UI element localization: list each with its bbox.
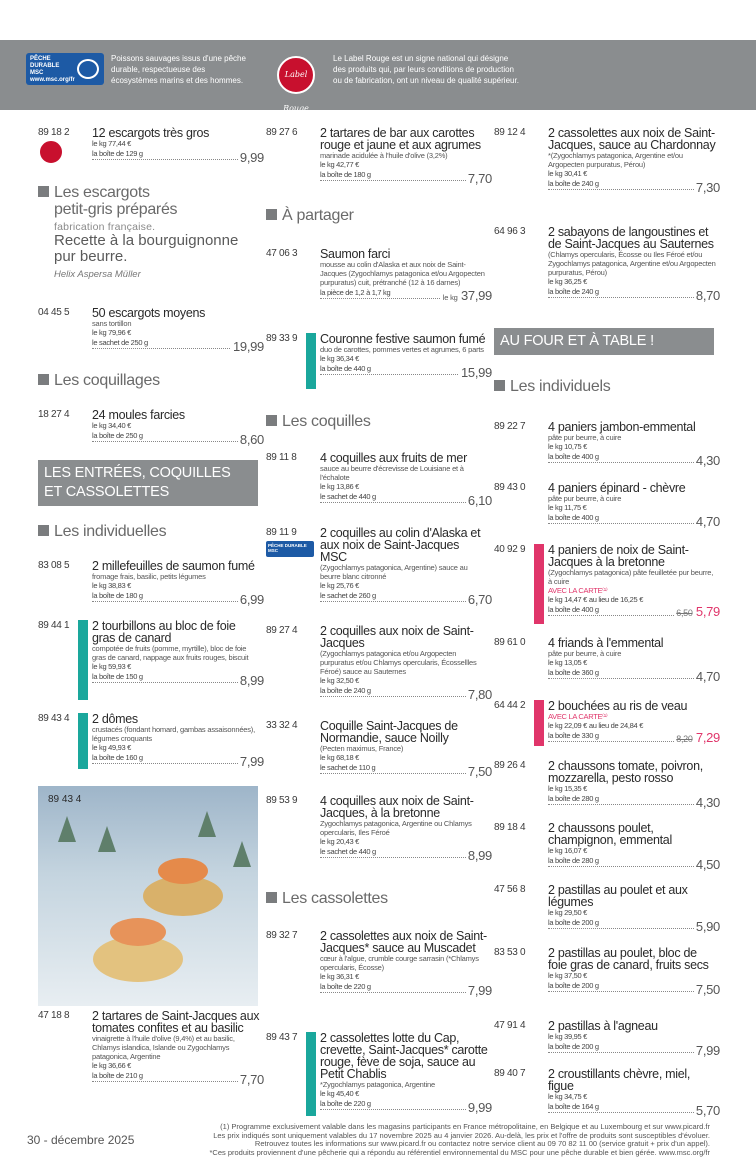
pack-size: le sachet de 260 g	[320, 591, 376, 600]
pack-size: la boîte de 200 g	[548, 918, 599, 927]
product-desc: (Pecten maximus, France)	[320, 744, 404, 753]
top-banner	[0, 40, 756, 113]
footer-note: Retrouvez toutes les informations sur www.picard.fr ou contactez notre service client au 09 70 82 11 00 (service gratuit + prix d'un appel).	[254, 1139, 710, 1149]
pack-size: la boîte de 250 g	[92, 431, 143, 440]
product-info	[548, 759, 720, 810]
pack-size: la boîte de 200 g	[548, 981, 599, 990]
product-desc: crustacés (fondant homard, gambas assaisonnées), légumes croquants	[92, 725, 255, 743]
pack-row	[548, 451, 720, 468]
old-price: 6,50	[676, 608, 693, 618]
product-desc: Zygochlamys patagonica, Argentine ou Chlamys opercularis, Iles Féroé	[320, 819, 472, 837]
product-desc: vinaigrette à l'huile d'olive (9,4%) et au basilic, Chlamys islandica, Islande ou Zygochlamys patagonica, Argentine	[92, 1034, 235, 1061]
price: 7,30	[695, 180, 720, 195]
heading-text: Les coquilles	[282, 413, 371, 430]
promo-recipe-line1: Recette à la bourguignonne	[54, 232, 239, 249]
price: 7,99	[467, 983, 492, 998]
product-code: 89 43 7	[266, 1032, 298, 1043]
pack-size: la boîte de 164 g	[548, 1102, 599, 1111]
footer-note: Les prix indiqués sont uniquement valables du 17 novembre 2025 au 4 janvier 2026. Au-delà, les prix et l'offre de produits sont susceptibles d'évoluer.	[213, 1130, 710, 1140]
price-per-kg: le kg 36,25 €	[548, 277, 588, 286]
page-number: 30 - décembre 2025	[27, 1133, 135, 1147]
product-photo-domes	[38, 786, 258, 1006]
pink-promo-marker	[534, 544, 544, 624]
product-info	[548, 1019, 720, 1058]
pack-size: la boîte de 280 g	[548, 856, 599, 865]
product-name: 2 cassolettes aux noix de Saint-Jacques* sauce au Muscadet	[320, 929, 487, 955]
heading-text: Les individuelles	[54, 523, 167, 540]
product-code: 64 96 3	[494, 226, 526, 237]
product-code: 89 53 9	[266, 795, 298, 806]
product-name: Saumon farci	[320, 247, 391, 261]
price-per-kg: le kg 13,86 €	[320, 482, 360, 491]
price-per-kg: le kg 15,35 €	[548, 784, 588, 793]
price: 5,70	[695, 1103, 720, 1118]
square-bullet-icon	[38, 186, 49, 197]
product-name: 2 pastillas à l'agneau	[548, 1019, 658, 1033]
product-info	[320, 929, 492, 998]
product-code: 89 27 6	[266, 127, 298, 138]
product-code: 64 44 2	[494, 700, 526, 711]
product-info	[320, 247, 492, 303]
price-per-kg: le kg 68,18 €	[320, 753, 360, 762]
pack-row	[548, 980, 720, 997]
heading-individuelles	[38, 523, 166, 541]
pack-size: la boîte de 180 g	[92, 591, 143, 600]
product-info	[320, 794, 492, 863]
price-per-kg: le kg 20,43 €	[320, 837, 360, 846]
product-name: 2 millefeuilles de saumon fumé	[92, 559, 255, 573]
pack-size: la boîte de 220 g	[320, 982, 371, 991]
product-code: 40 92 9	[494, 544, 526, 555]
price-per-kg: le kg 59,93 €	[92, 662, 132, 671]
section-entrees-coquilles-cassolettes: LES ENTRÉES, COQUILLES ET CASSOLETTES	[38, 460, 258, 506]
footer-note: (1) Programme exclusivement valable dans les magasins participants en France métropolitaine, en Belgique et au Luxembourg et sur www.picard.fr	[220, 1122, 710, 1131]
price: 15,99	[460, 365, 492, 380]
pack-size: la boîte de 220 g	[320, 1099, 371, 1108]
product-name: 2 tartares de Saint-Jacques aux tomates confites et au basilic	[92, 1009, 260, 1035]
pack-size: la boîte de 210 g	[92, 1071, 143, 1080]
product-code: 89 18 2	[38, 127, 70, 138]
product-desc: *(Zygochlamys patagonica, Argentine et/ou Argopecten purpuratus, Pérou)	[548, 151, 683, 169]
product-name: 2 dômes	[92, 712, 138, 726]
pack-size: la boîte de 129 g	[92, 149, 143, 158]
pack-row	[548, 286, 720, 303]
product-info	[548, 126, 720, 195]
product-code: 47 06 3	[266, 248, 298, 259]
price-per-kg: le kg 25,76 €	[320, 581, 360, 590]
product-info	[92, 408, 264, 447]
product-info	[92, 126, 264, 165]
product-info	[548, 225, 720, 303]
pack-row	[92, 671, 264, 688]
price: 8,99	[467, 848, 492, 863]
product-info	[320, 126, 492, 186]
pack-size: la boîte de 240 g	[548, 179, 599, 188]
price-per-kg: le kg 36,34 €	[320, 354, 360, 363]
msc-fish-icon	[77, 59, 99, 79]
square-bullet-icon	[266, 415, 277, 426]
pack-row	[92, 752, 264, 769]
product-desc: pâte pur beurre, à cuire	[548, 494, 622, 503]
price: 4,50	[695, 857, 720, 872]
heading-cassolettes	[266, 890, 388, 908]
product-name: 4 friands à l'emmental	[548, 636, 664, 650]
price-per-kg: le kg 16,07 €	[548, 846, 588, 855]
product-info	[548, 821, 720, 872]
pack-row	[548, 730, 720, 745]
dome-topping-image	[158, 858, 208, 884]
promo-recipe-line2: pur beurre.	[54, 248, 128, 265]
price: 7,99	[239, 754, 264, 769]
pack-row	[320, 363, 492, 380]
price-per-kg: le kg 38,83 €	[92, 581, 132, 590]
price: 4,70	[695, 669, 720, 684]
price	[674, 732, 720, 745]
product-info	[548, 481, 720, 529]
product-name: 4 coquilles aux noix de Saint-Jacques, à la bretonne	[320, 794, 474, 820]
product-code: 89 43 0	[494, 482, 526, 493]
pack-size: la boîte de 360 g	[548, 668, 599, 677]
product-name: 4 paniers de noix de Saint-Jacques à la bretonne	[548, 543, 689, 569]
price-per-kg: le kg 32,50 €	[320, 676, 360, 685]
pack-row	[548, 793, 720, 810]
price: 7,99	[695, 1043, 720, 1058]
teal-new-marker	[306, 333, 316, 389]
price-per-kg: le kg 45,40 €	[320, 1089, 360, 1098]
teal-new-marker	[78, 713, 88, 769]
product-code: 04 45 5	[38, 307, 70, 318]
product-code: 89 27 4	[266, 625, 298, 636]
product-code: 89 40 7	[494, 1068, 526, 1079]
pack-size: la boîte de 150 g	[92, 672, 143, 681]
pack-size: la boîte de 240 g	[320, 686, 371, 695]
tree-icon	[233, 841, 251, 867]
price: 7,70	[239, 1072, 264, 1087]
product-code: 47 56 8	[494, 884, 526, 895]
msc-logo-text: PÊCHE DURABLE MSC www.msc.org/fr	[30, 56, 75, 83]
teal-new-marker	[78, 620, 88, 700]
promo-price: 5,79	[695, 604, 720, 619]
pack-row	[320, 491, 492, 508]
product-info	[320, 624, 492, 702]
product-desc: sans tortillon	[92, 319, 132, 328]
product-code: 89 22 7	[494, 421, 526, 432]
teal-new-marker	[306, 1032, 316, 1116]
price-per-kg: le kg 30,41 €	[548, 169, 588, 178]
product-code: 89 32 7	[266, 930, 298, 941]
product-name: 24 moules farcies	[92, 408, 185, 422]
pack-size: le sachet de 440 g	[320, 847, 376, 856]
product-desc: marinade acidulée à l'huile d'olive (3,2%)	[320, 151, 448, 160]
pack-row	[92, 590, 264, 607]
product-name: 2 coquilles au colin d'Alaska et aux noix de Saint-Jacques MSC	[320, 526, 481, 564]
pack-row	[548, 178, 720, 195]
price: 8,70	[695, 288, 720, 303]
product-name: Coquille Saint-Jacques de Normandie, sauce Noilly	[320, 719, 458, 745]
product-info	[548, 636, 720, 684]
heading-text: À partager	[282, 207, 354, 224]
tree-icon	[98, 826, 116, 852]
product-desc: fromage frais, basilic, petits légumes	[92, 572, 206, 581]
section-au-four-et-a-table: AU FOUR ET À TABLE !	[494, 328, 714, 355]
product-name: 12 escargots très gros	[92, 126, 210, 140]
product-desc: compotée de fruits (pomme, myrtille), bloc de foie gras de canard, nappage aux fruits rouges, biscuit	[92, 644, 249, 662]
price-per-kg: le kg 37,50 €	[548, 971, 588, 980]
pack-size: la boîte de 400 g	[548, 513, 599, 522]
pack-row	[320, 981, 492, 998]
heading-text: Les cassolettes	[282, 890, 388, 907]
product-info	[548, 699, 720, 745]
product-info	[320, 526, 492, 607]
msc-logo	[26, 53, 104, 85]
product-name: 2 croustillants chèvre, miel, figue	[548, 1067, 691, 1093]
promo-title	[38, 184, 258, 201]
product-code: 89 43 4	[38, 713, 70, 724]
price-per-kg: le kg 77,44 €	[92, 139, 132, 148]
photo-product-code: 89 43 4	[48, 794, 82, 805]
promo-title-line1: Les escargots	[54, 184, 150, 201]
heading-individuels	[494, 378, 610, 396]
product-code: 47 91 4	[494, 1020, 526, 1031]
product-desc: pâte pur beurre, à cuire	[548, 649, 622, 658]
product-name: 4 paniers épinard - chèvre	[548, 481, 686, 495]
price: 7,70	[467, 171, 492, 186]
product-info	[320, 332, 492, 380]
product-desc: (Zygochlamys patagonica, Argentine) sauce au beurre blanc citronné	[320, 563, 468, 581]
pack-row	[92, 430, 264, 447]
pack-size: le sachet de 440 g	[320, 492, 376, 501]
product-name: 2 coquilles aux noix de Saint-Jacques	[320, 624, 474, 650]
pack-row	[548, 917, 720, 934]
product-name: 2 tourbillons au bloc de foie gras de canard	[92, 619, 236, 645]
price: 19,99	[232, 339, 264, 354]
pink-promo-marker	[534, 700, 544, 746]
heading-coquillages	[38, 372, 160, 390]
pack-row	[320, 287, 492, 303]
square-bullet-icon	[266, 892, 277, 903]
heading-coquilles	[266, 413, 371, 431]
product-info	[92, 306, 264, 354]
product-desc: (Zygochlamys patagonica et/ou Argopecten purpuratus et/ou Chlamys opercularis, Écossellles Féroé) sauce au Sauternes	[320, 649, 477, 676]
pack-row	[320, 846, 492, 863]
product-code: 89 61 0	[494, 637, 526, 648]
product-code: 89 26 4	[494, 760, 526, 771]
product-name: 2 cassolettes aux noix de Saint-Jacques, sauce au Chardonnay	[548, 126, 716, 152]
price-per-kg: le kg 34,40 €	[92, 421, 132, 430]
product-name: 50 escargots moyens	[92, 306, 206, 320]
product-info	[320, 451, 492, 508]
pack-size: la boîte de 400 g	[548, 452, 599, 461]
product-code: 89 44 1	[38, 620, 70, 631]
product-name: 4 coquilles aux fruits de mer	[320, 451, 467, 465]
product-info	[320, 719, 492, 779]
escargot-promo	[38, 184, 258, 280]
product-name: 2 pastillas au poulet, bloc de foie gras de canard, fruits secs	[548, 946, 709, 972]
price-per-kg: le kg 49,93 €	[92, 743, 132, 752]
heading-text: Les coquillages	[54, 372, 160, 389]
card-offer-label: AVEC LA CARTE⁽¹⁾	[548, 586, 608, 595]
product-info	[92, 619, 264, 688]
label-rouge-description: Le Label Rouge est un signe national qui désigne des produits qui, par leurs conditions de production ou de fabrication, ont un niveau de qualité supérieur.	[333, 54, 519, 85]
product-code: 89 11 9	[266, 527, 297, 538]
product-desc: sauce au beurre d'écrevisse de Louisiane et à l'échalote	[320, 464, 464, 482]
pack-row	[92, 1070, 264, 1087]
price: 4,30	[695, 795, 720, 810]
msc-description: Poissons sauvages issus d'une pêche durable, respectueuse des écosystèmes marins et des hommes.	[111, 54, 246, 85]
pack-row	[320, 762, 492, 779]
price: 7,50	[695, 982, 720, 997]
price-per-kg: le kg 22,09 € au lieu de 24,84 €	[548, 721, 644, 730]
product-name: 4 paniers jambon-emmental	[548, 420, 696, 434]
pack-row	[320, 590, 492, 607]
product-desc: pâte pur beurre, à cuire	[548, 433, 622, 442]
product-desc: duo de carottes, pommes vertes et agrumes, 6 parts	[320, 345, 484, 354]
tree-icon	[198, 811, 216, 837]
product-desc: *Zygochlamys patagonica, Argentine	[320, 1080, 435, 1089]
pack-size: le sachet de 250 g	[92, 338, 148, 347]
product-desc: mousse au colin d'Alaska et aux noix de Saint-Jacques (Zygochlamys patagonica et/ou Argopecten purpuratus) cuit, prétranché (12 à 16 darnes)	[320, 260, 485, 287]
product-name: 2 pastillas au poulet et aux légumes	[548, 883, 688, 909]
pack-size: la boîte de 440 g	[320, 364, 371, 373]
pack-size: la boîte de 280 g	[548, 794, 599, 803]
square-bullet-icon	[266, 209, 277, 220]
price: 6,70	[467, 592, 492, 607]
price-per-kg: le kg 13,05 €	[548, 658, 588, 667]
heading-a-partager	[266, 207, 354, 225]
price-per-kg: le kg 42,77 €	[320, 160, 360, 169]
price: 4,30	[695, 453, 720, 468]
pack-row	[548, 667, 720, 684]
product-code: 83 08 5	[38, 560, 70, 571]
product-code: 89 33 9	[266, 333, 298, 344]
price: 7,80	[467, 687, 492, 702]
price-value: 37,99	[460, 288, 492, 303]
pack-row	[548, 855, 720, 872]
square-bullet-icon	[38, 525, 49, 536]
promo-latin-name: Helix Aspersa Müller	[54, 269, 141, 280]
pack-size: la boîte de 400 g	[548, 605, 599, 614]
product-info	[548, 543, 720, 619]
product-info	[92, 712, 264, 769]
pack-row	[548, 1041, 720, 1058]
product-name: 2 bouchées au ris de veau	[548, 699, 688, 713]
product-info	[320, 1031, 492, 1115]
price: 8,60	[239, 432, 264, 447]
dome-topping-image	[110, 918, 166, 946]
product-code: 47 18 8	[38, 1010, 70, 1021]
promo-fabrication: fabrication française.	[54, 221, 156, 233]
promo-price: 7,29	[695, 730, 720, 745]
price	[674, 606, 720, 619]
heading-text: Les individuels	[510, 378, 611, 395]
pack-row	[548, 1101, 720, 1118]
product-code: 89 12 4	[494, 127, 526, 138]
price-per-kg: le kg 11,75 €	[548, 503, 587, 512]
price: 4,70	[695, 514, 720, 529]
price: 5,90	[695, 919, 720, 934]
product-desc: (Chlamys opercularis, Écosse ou Iles Féroé et/ou Zygochlamys patagonica, Argentine et/ou Argopecten purpuratus, Pérou)	[548, 250, 716, 277]
product-code: 18 27 4	[38, 409, 70, 420]
pack-size: la boîte de 330 g	[548, 731, 599, 740]
price	[441, 290, 492, 302]
product-desc: cœur à l'algue, crumble courge sarrasin (*Chlamys opercularis, Écosse)	[320, 954, 479, 972]
pack-row	[320, 1098, 492, 1115]
msc-small-logo: PÊCHE DURABLE MSC	[266, 541, 314, 557]
product-name: Couronne festive saumon fumé	[320, 332, 486, 346]
price: 6,99	[239, 592, 264, 607]
product-info	[548, 883, 720, 934]
price-prefix: le kg	[442, 293, 458, 302]
price: 9,99	[239, 150, 264, 165]
product-name: 2 sabayons de langoustines et de Saint-Jacques au Sauternes	[548, 225, 714, 251]
price-per-kg: le kg 36,66 €	[92, 1061, 132, 1070]
product-name: 2 chaussons tomate, poivron, mozzarella, pesto rosso	[548, 759, 703, 785]
product-code: 33 32 4	[266, 720, 298, 731]
product-info	[92, 559, 264, 607]
pack-row	[548, 604, 720, 619]
price: 8,99	[239, 673, 264, 688]
square-bullet-icon	[494, 380, 505, 391]
card-offer-label: AVEC LA CARTE⁽¹⁾	[548, 712, 608, 721]
square-bullet-icon	[38, 374, 49, 385]
product-code: 83 53 0	[494, 947, 526, 958]
product-code: 89 11 8	[266, 452, 297, 463]
product-info	[548, 420, 720, 468]
pack-size: la pièce de 1,2 à 1,7 kg	[320, 288, 391, 297]
price-per-kg: le kg 79,96 €	[92, 328, 132, 337]
price: 7,50	[467, 764, 492, 779]
footer-notes	[150, 1123, 710, 1157]
pack-size: la boîte de 240 g	[548, 287, 599, 296]
product-desc: (Zygochlamys patagonica) pâte feuilletée pur beurre, à cuire	[548, 568, 714, 586]
label-rouge-logo: Label Rouge	[277, 56, 315, 94]
price-per-kg: le kg 10,75 €	[548, 442, 588, 451]
product-code: 89 18 4	[494, 822, 526, 833]
pack-size: le sachet de 110 g	[320, 763, 376, 772]
pack-row	[320, 169, 492, 186]
product-name: 2 chaussons poulet, champignon, emmental	[548, 821, 672, 847]
product-name: 2 cassolettes lotte du Cap, crevette, Saint-Jacques* carotte rouge, fève de soja, sauce au Petit Chablis	[320, 1031, 488, 1081]
pack-row	[92, 337, 264, 354]
product-name: 2 tartares de bar aux carottes rouge et jaune et aux agrumes	[320, 126, 481, 152]
pack-size: la boîte de 180 g	[320, 170, 371, 179]
price-per-kg: le kg 39,95 €	[548, 1032, 588, 1041]
pack-size: la boîte de 200 g	[548, 1042, 599, 1051]
footer-note: *Ces produits proviennent d'une pêcherie qui a répondu au référentiel environnemental du MSC pour une pêche durable et bien gérée. www.msc.org/fr	[209, 1147, 710, 1157]
pack-size: la boîte de 160 g	[92, 753, 143, 762]
tree-icon	[58, 816, 76, 842]
label-rouge-small-icon	[40, 141, 62, 163]
pack-row	[92, 148, 264, 165]
old-price: 8,20	[676, 734, 693, 744]
price-per-kg: le kg 36,31 €	[320, 972, 360, 981]
price-per-kg: le kg 29,50 €	[548, 908, 588, 917]
product-info	[548, 946, 720, 997]
pack-row	[320, 685, 492, 702]
price-per-kg: le kg 14,47 € au lieu de 16,25 €	[548, 595, 644, 604]
price-per-kg: le kg 34,75 €	[548, 1092, 588, 1101]
pack-row	[548, 512, 720, 529]
product-info	[92, 1009, 264, 1087]
promo-title-line2: petit-gris préparés	[54, 201, 178, 218]
price: 9,99	[467, 1100, 492, 1115]
price: 6,10	[467, 493, 492, 508]
product-info	[548, 1067, 720, 1118]
